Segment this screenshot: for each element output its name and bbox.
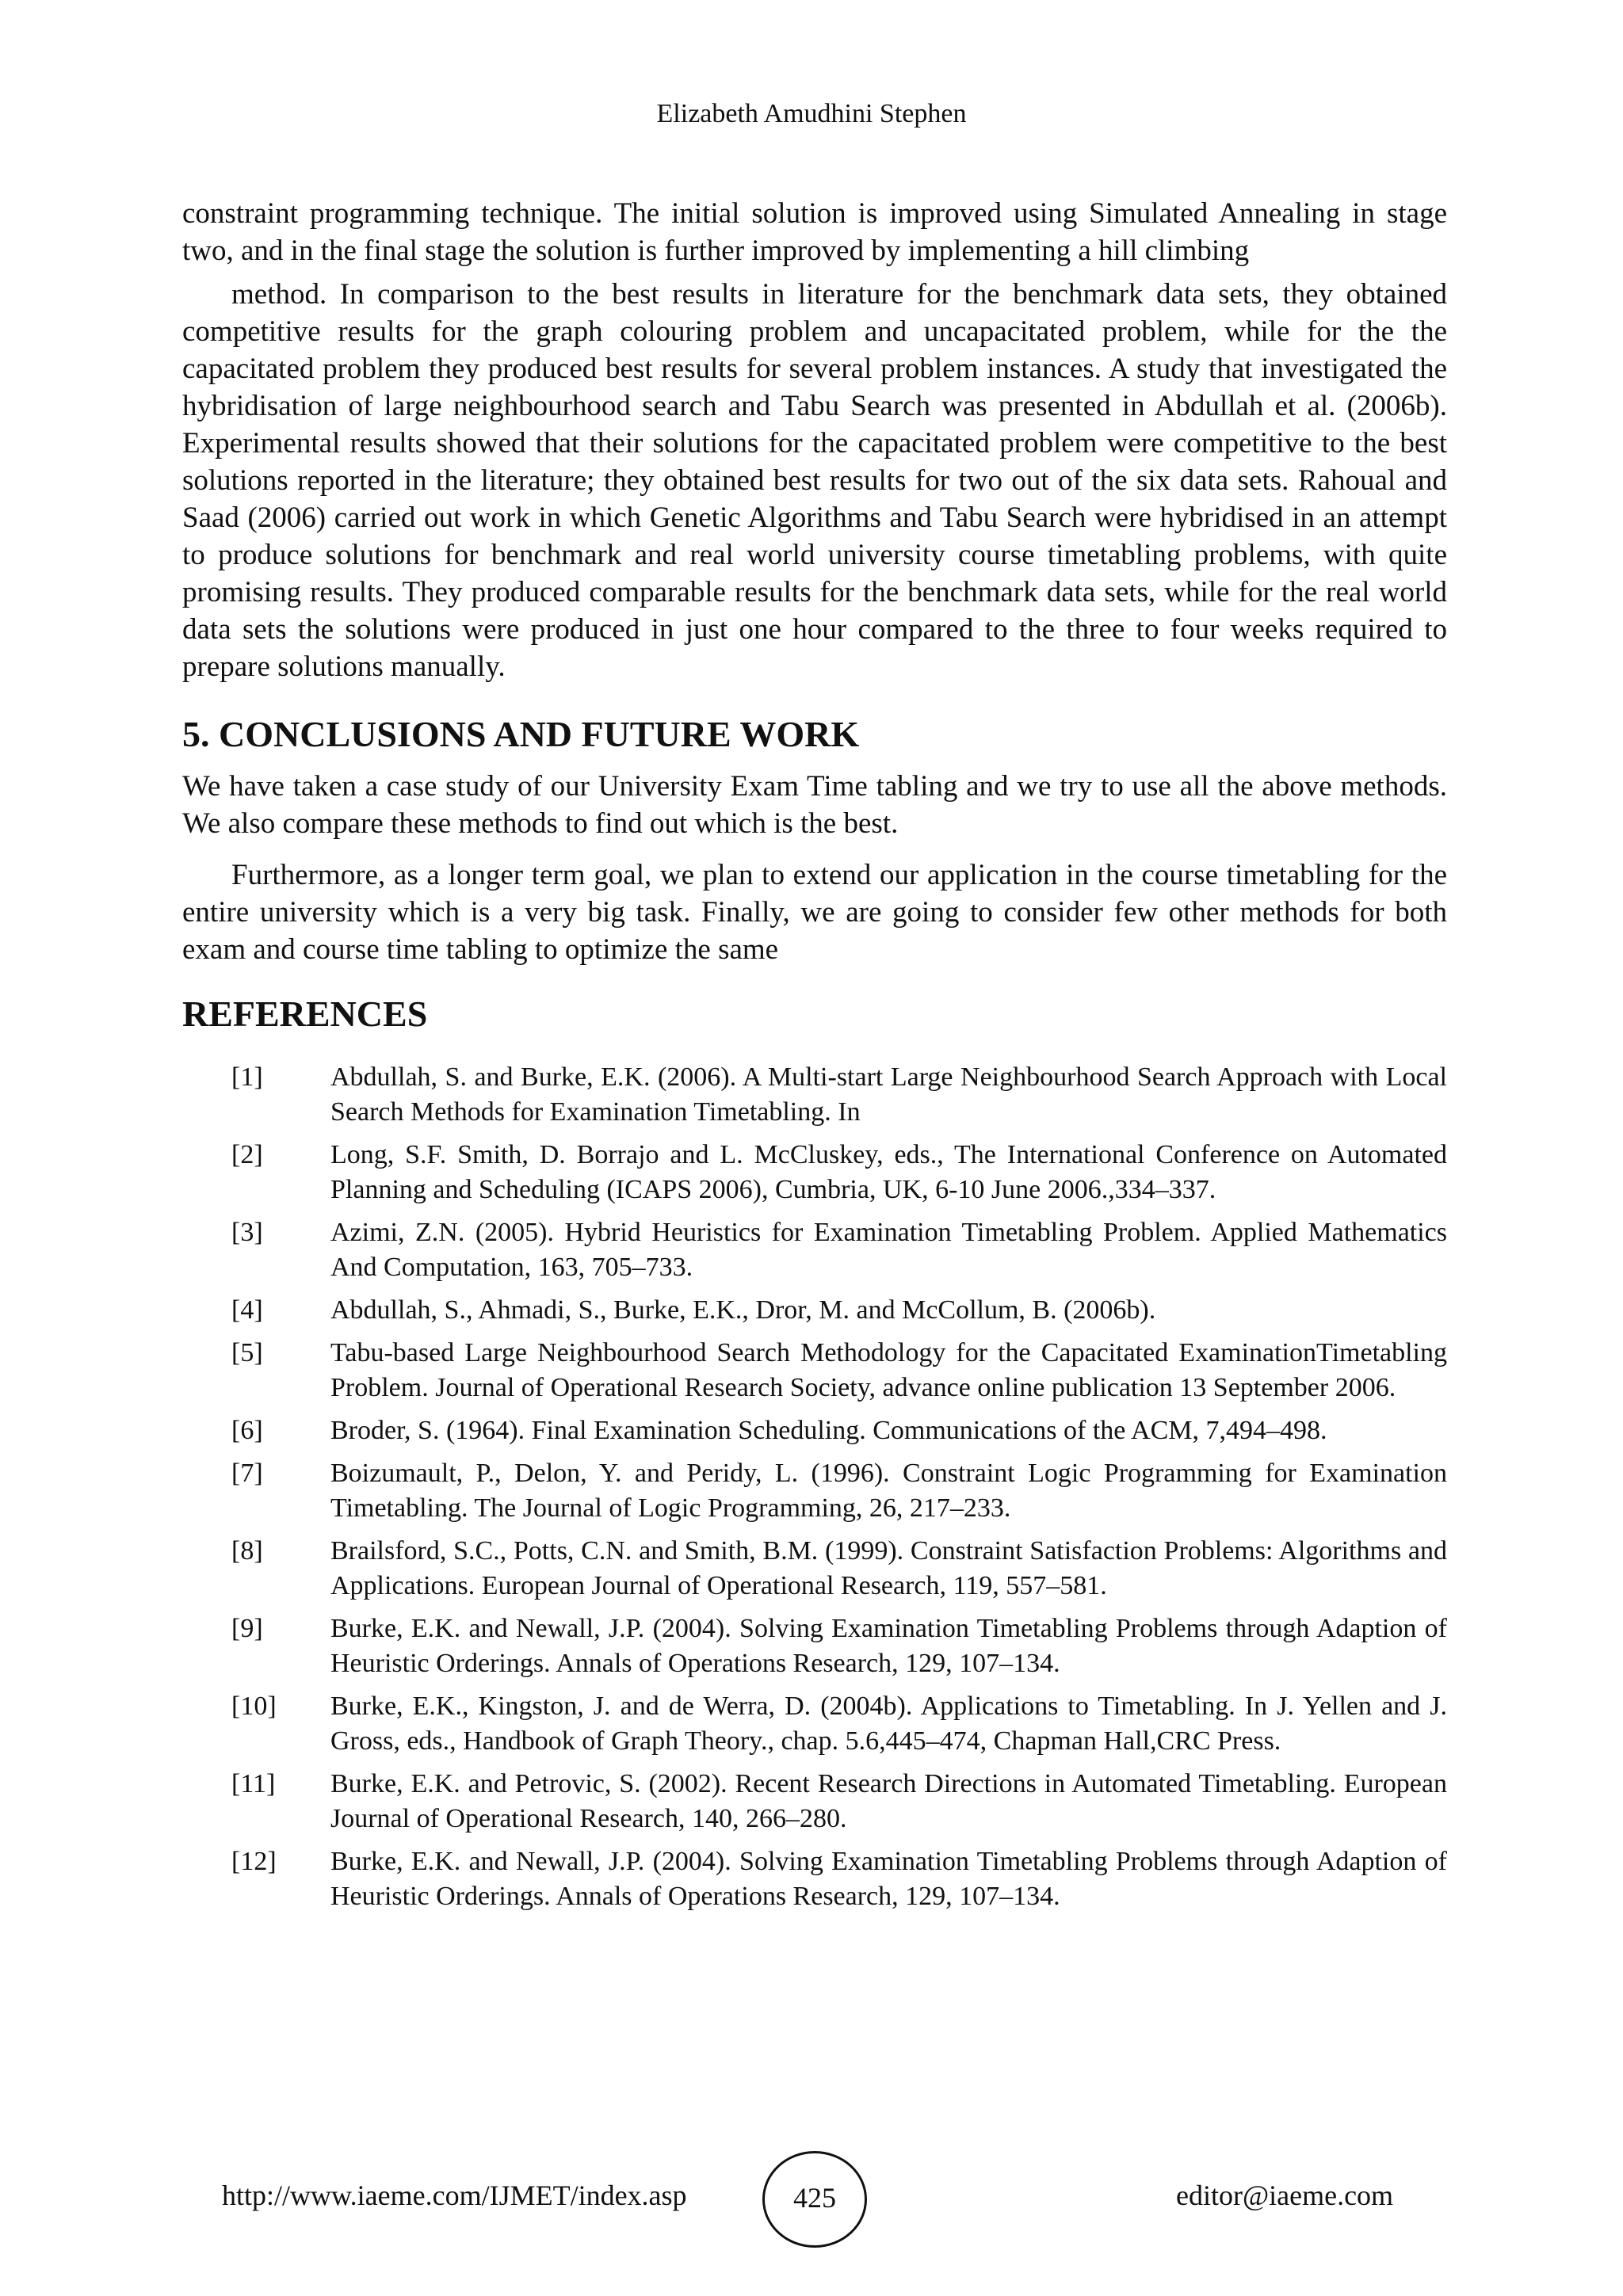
reference-number: [10] [231, 1691, 277, 1721]
reference-item [182, 1215, 1447, 1285]
reference-text: Tabu-based Large Neighbourhood Search Methodology for the Capacitated ExaminationTimetabling Problem. Journal of Operational Research Society, advance online publication 13 September 2006. [330, 1338, 1447, 1402]
page-content [182, 195, 1447, 1922]
body-paragraph-1: constraint programming technique. The initial solution is improved using Simulated Annealing in stage two, and in the final stage the solution is further improved by implementing a hill climbing [182, 197, 1447, 267]
page-footer [0, 2151, 1623, 2254]
footer-email-link[interactable]: editor@iaeme.com [1176, 2180, 1394, 2211]
reference-text: Abdullah, S. and Burke, E.K. (2006). A Multi-start Large Neighbourhood Search Approach with Local Search Methods for Examination Timetabling. In [330, 1062, 1447, 1127]
reference-number: [11] [231, 1769, 276, 1798]
reference-item [182, 1060, 1447, 1130]
reference-item [182, 1456, 1447, 1526]
reference-text: Broder, S. (1964). Final Examination Scheduling. Communications of the ACM, 7,494–498. [330, 1416, 1327, 1445]
reference-number: [12] [231, 1847, 277, 1876]
conclusions-paragraph-2: Furthermore, as a longer term goal, we plan to extend our application in the course timetabling for the entire university which is a very big task. Finally, we are going to consider few other methods for both exam and course time tabling to optimize the same [182, 859, 1447, 966]
reference-item [182, 1689, 1447, 1759]
reference-text: Burke, E.K. and Newall, J.P. (2004). Solving Examination Timetabling Problems through Adaption of Heuristic Orderings. Annals of Operations Research, 129, 107–134. [330, 1847, 1447, 1911]
reference-item [182, 1336, 1447, 1405]
reference-number: [1] [231, 1062, 263, 1092]
reference-item [182, 1293, 1447, 1328]
reference-number: [7] [231, 1459, 263, 1488]
reference-text: Boizumault, P., Delon, Y. and Peridy, L. (1996). Constraint Logic Programming for Examination Timetabling. The Journal of Logic Programming, 26, 217–233. [330, 1459, 1447, 1523]
reference-text: Burke, E.K. and Petrovic, S. (2002). Recent Research Directions in Automated Timetabling. European Journal of Operational Research, 140, 266–280. [330, 1769, 1447, 1833]
running-head: Elizabeth Amudhini Stephen [656, 99, 967, 128]
reference-text: Azimi, Z.N. (2005). Hybrid Heuristics for Examination Timetabling Problem. Applied Mathematics And Computation, 163, 705–733. [330, 1218, 1447, 1282]
reference-list [182, 1060, 1447, 1914]
page-number: 425 [793, 2182, 836, 2214]
footer-url-link[interactable]: http://www.iaeme.com/IJMET/index.asp [222, 2180, 687, 2211]
body-paragraph-2: method. In comparison to the best results in literature for the benchmark data sets, they obtained competitive results for the graph colouring problem and uncapacitated problem, while for the the capacitated problem they produced best results for several problem instances. A study that investigated the hybridisation of large neighbourhood search and Tabu Search was presented in Abdullah et al. (2006b). Experimental results showed that their solutions for the capacitated problem were competitive to the best solutions reported in the literature; they obtained best results for two out of the six data sets. Rahoual and Saad (2006) carried out work in which Genetic Algorithms and Tabu Search were hybridised in an attempt to produce solutions for benchmark and real world university course timetabling problems, with quite promising results. They produced comparable results for the benchmark data sets, while for the real world data sets the solutions were produced in just one hour compared to the three to four weeks required to prepare solutions manually. [182, 278, 1447, 683]
reference-text: Brailsford, S.C., Potts, C.N. and Smith, B.M. (1999). Constraint Satisfaction Problems: Algorithms and Applications. European Journal of Operational Research, 119, 557–581. [330, 1536, 1447, 1600]
reference-number: [4] [231, 1295, 263, 1325]
reference-text: Long, S.F. Smith, D. Borrajo and L. McCluskey, eds., The International Conference on Automated Planning and Scheduling (ICAPS 2006), Cumbria, UK, 6-10 June 2006.,334–337. [330, 1140, 1447, 1204]
reference-number: [9] [231, 1614, 263, 1643]
reference-text: Burke, E.K., Kingston, J. and de Werra, D. (2004b). Applications to Timetabling. In J. Yellen and J. Gross, eds., Handbook of Graph Theory., chap. 5.6,445–474, Chapman Hall,CRC Press. [330, 1691, 1447, 1756]
section-heading-conclusions: 5. CONCLUSIONS AND FUTURE WORK [182, 714, 860, 754]
reference-item [182, 1844, 1447, 1914]
reference-number: [8] [231, 1536, 263, 1566]
reference-number: [6] [231, 1416, 263, 1445]
reference-number: [3] [231, 1218, 263, 1247]
reference-item [182, 1534, 1447, 1604]
reference-item [182, 1611, 1447, 1681]
reference-number: [2] [231, 1140, 263, 1169]
page-number-circle [762, 2151, 867, 2248]
reference-text: Burke, E.K. and Newall, J.P. (2004). Solving Examination Timetabling Problems through Adaption of Heuristic Orderings. Annals of Operations Research, 129, 107–134. [330, 1614, 1447, 1678]
reference-item [182, 1138, 1447, 1207]
reference-item [182, 1767, 1447, 1836]
reference-number: [5] [231, 1338, 263, 1367]
section-heading-references: REFERENCES [182, 994, 428, 1034]
reference-item [182, 1413, 1447, 1448]
conclusions-paragraph-1: We have taken a case study of our University Exam Time tabling and we try to use all the above methods. We also compare these methods to find out which is the best. [182, 770, 1447, 840]
reference-text: Abdullah, S., Ahmadi, S., Burke, E.K., Dror, M. and McCollum, B. (2006b). [330, 1295, 1156, 1325]
